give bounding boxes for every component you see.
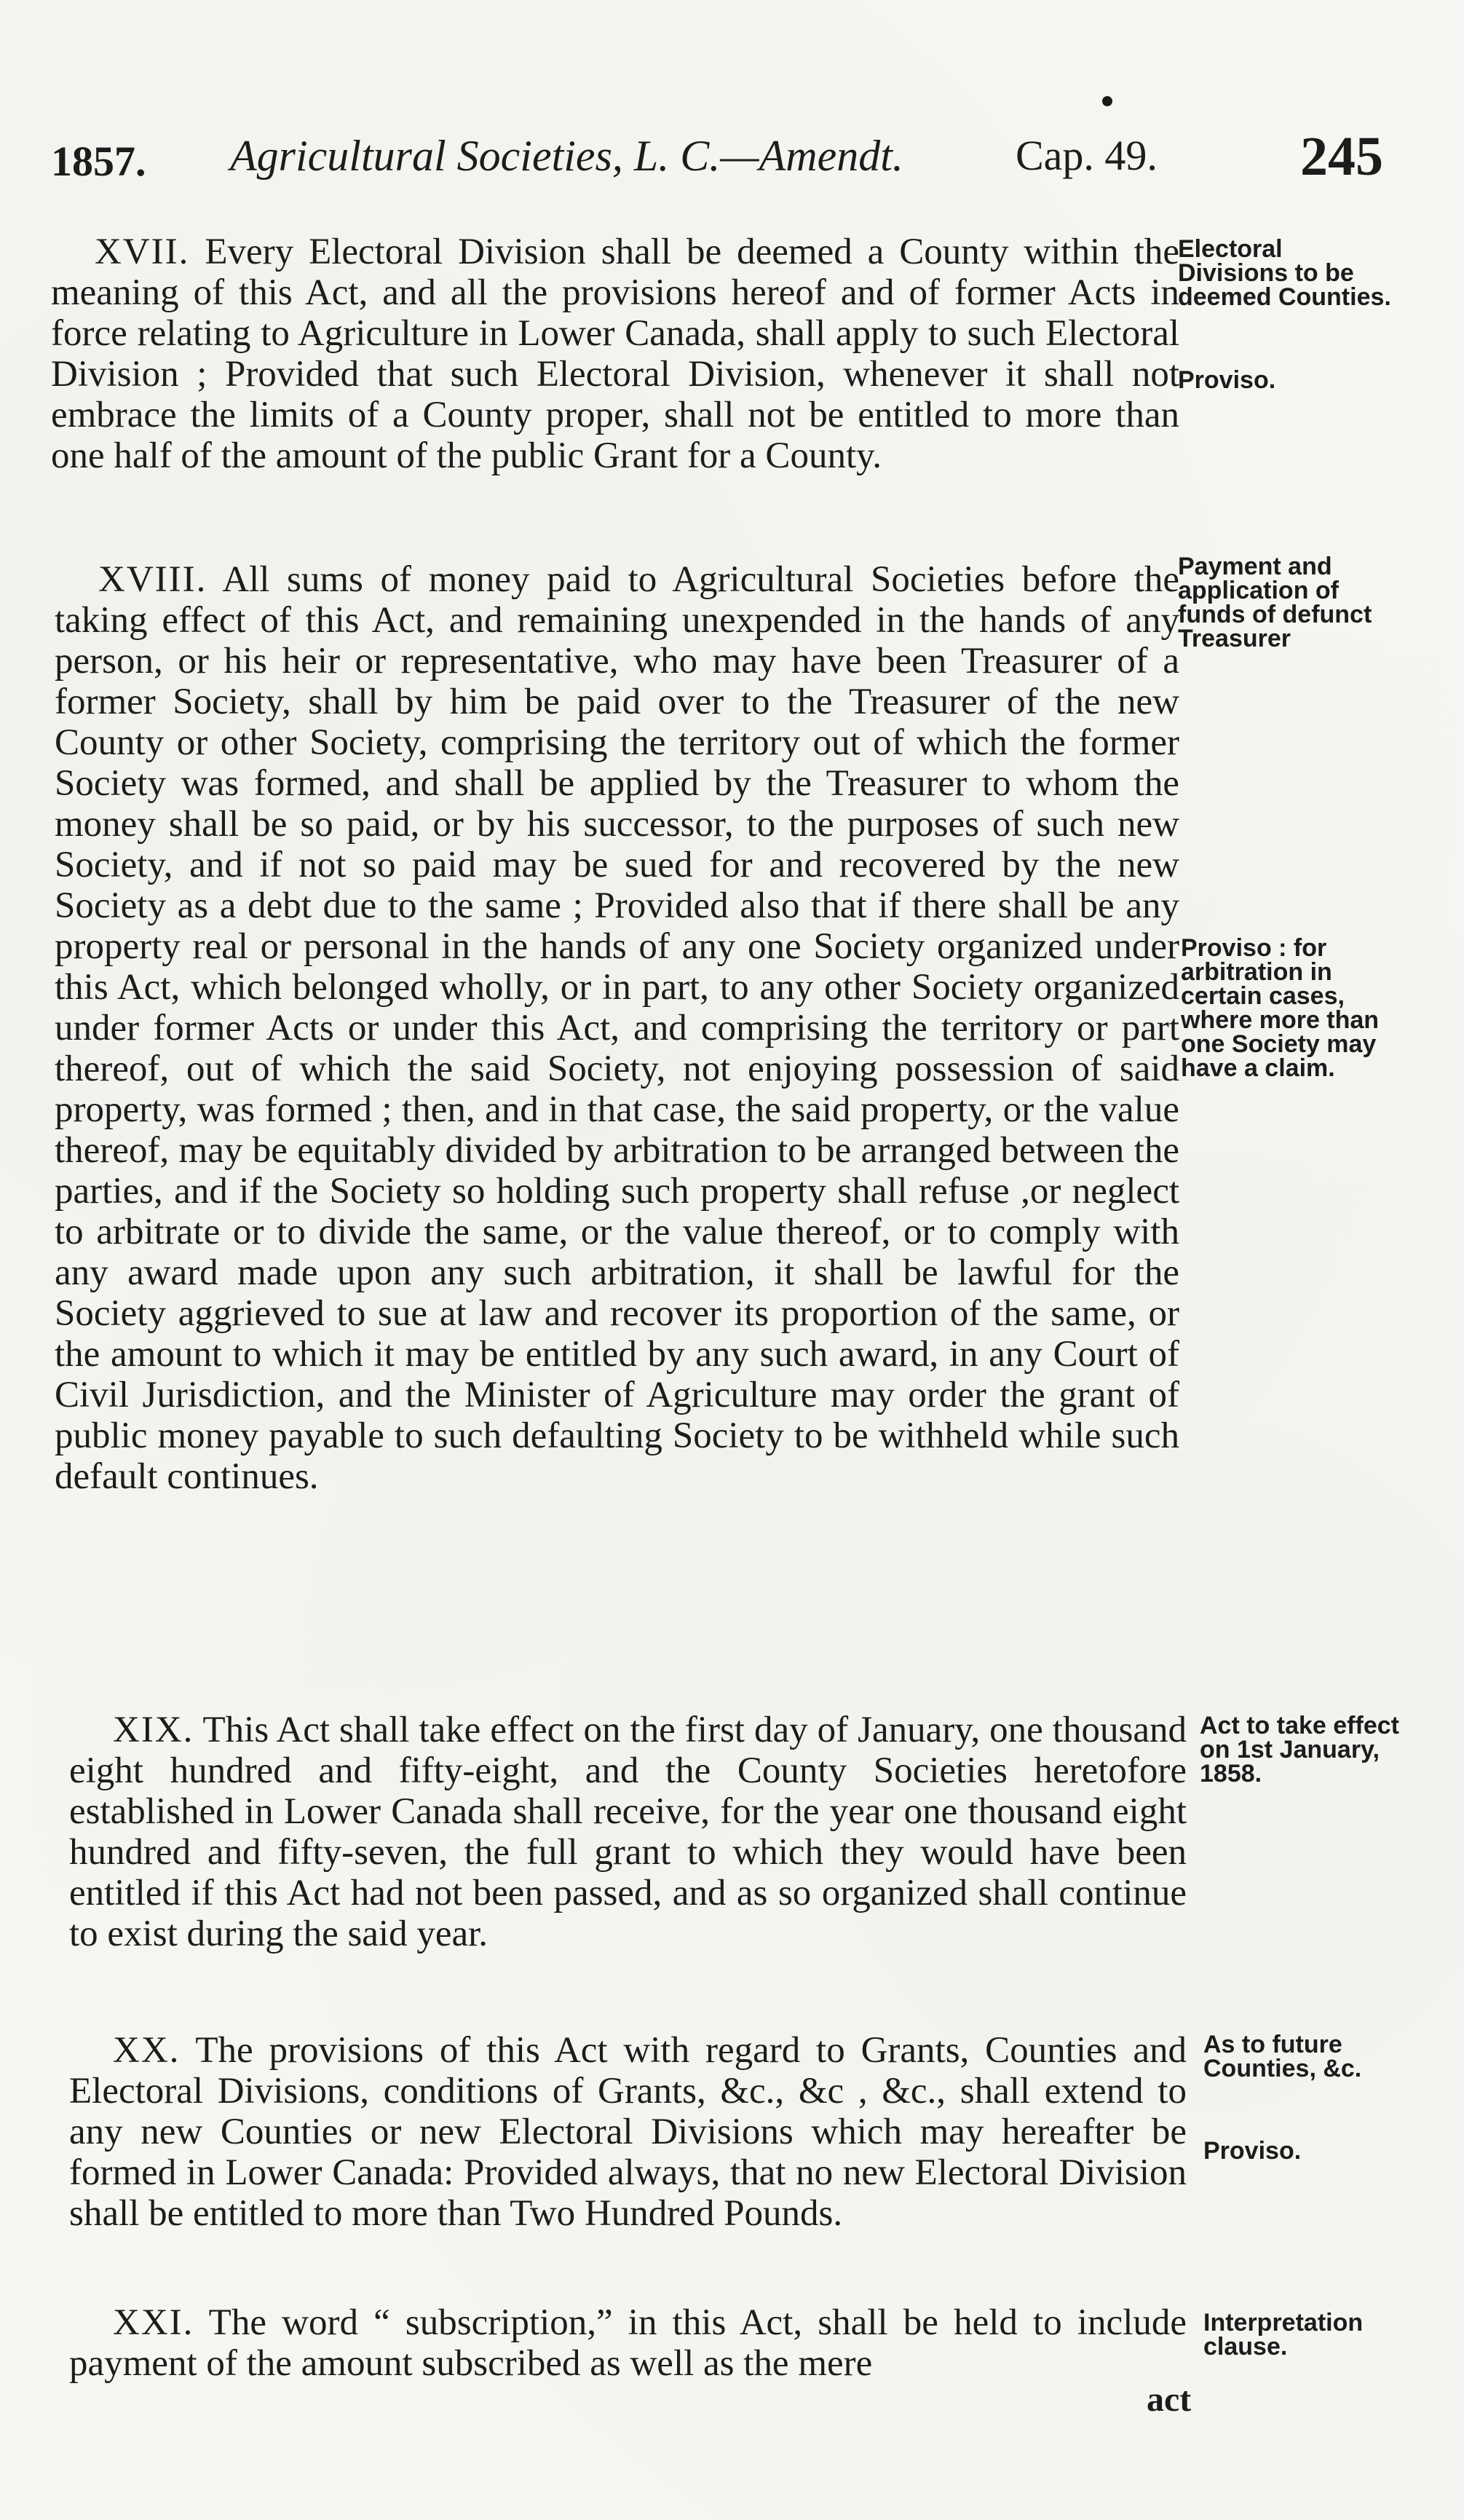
margin-note: Act to take effect on 1st January, 1858. [1200, 1712, 1399, 1788]
section-body [69, 2302, 1187, 2384]
margin-note: Interpretation clause. [1203, 2309, 1364, 2361]
header-chapter: Cap. 49. [1016, 132, 1158, 179]
section-number: XVIII. [98, 559, 207, 600]
page-number: 245 [1300, 126, 1383, 187]
section-text: Every Electoral Division shall be deemed a County within the meaning of this Act, and all the provisions hereof and of former Acts in force relating to Agriculture in Lower Canada, shall apply to such Electoral Division ; Provided that such Electoral Division, whenever it shall not embrace the limits of a County proper, shall not be entitled to more than one half of the amount of the public Grant for a County. [51, 232, 1180, 476]
catchword: act [1147, 2380, 1192, 2419]
margin-note: Proviso : for arbitration in certain cases, where more than one Society may have a claim. [1181, 934, 1380, 1082]
section-number: XVII. [95, 232, 190, 272]
section-text: The word “ subscription,” in this Act, shall be held to include payment of the amount subscribed as well as the mere [69, 2302, 1187, 2384]
running-header [51, 126, 1383, 197]
margin-note: Proviso. [1203, 2137, 1302, 2165]
section-body [69, 1710, 1187, 1954]
section-body [55, 559, 1179, 1497]
section-text: All sums of money paid to Agricultural Societies before the taking effect of this Act, and remaining unexpended in the hands of any person, or his heir or representative, who may have been Treasurer of a former Society, shall by him be paid over to the Treasurer of the new County or other Society, comprising the territory out of which the former Society was formed, and shall be applied by the Treasurer to whom the money shall be so paid, or by his successor, to the purposes of such new Society, and if not so paid may be sued for and recovered by the new Society as a debt due to the same ; Provided also that if there shall be any property real or personal in the hands of any one Society organized under this Act, which belonged wholly, or in part, to any other Society organized under former Acts or under this Act, and comprising the territory or part thereof, out of which the said Society, not enjoying possession of said property, was formed ; then, and in that case, the said property, or the value thereof, may be equitably divided by arbitration to be arranged between the parties, and if the Society so holding such property shall refuse ,or neglect to arbitrate or to divide the same, or the value thereof, or to comply with any award made upon any such arbitration, it shall be lawful for the Society aggrieved to sue at law and recover its proportion of the same, or the amount to which it may be entitled by any such award, in any Court of Civil Jurisdiction, and the Minister of Agriculture may order the grant of public money payable to such defaulting Society to be withheld while such default continues. [55, 559, 1180, 1497]
margin-note: As to future Counties, &c. [1203, 2031, 1362, 2082]
print-speck [1102, 96, 1112, 106]
margin-note: Payment and application of funds of defunct Treasurer [1178, 553, 1372, 652]
section-number: XIX. [113, 1710, 194, 1750]
section-body [51, 232, 1179, 476]
margin-note: Electoral Divisions to be deemed Counties. [1178, 235, 1391, 311]
section-body [69, 2030, 1187, 2234]
section-number: XX. [113, 2030, 181, 2071]
section-number: XXI. [113, 2302, 194, 2343]
margin-note: Proviso. [1178, 366, 1276, 394]
header-year: 1857. [51, 138, 146, 185]
section-text: This Act shall take effect on the first day of January, one thousand eight hundred and fifty-eight, and the County Societies heretofore established in Lower Canada shall receive, for the year one thousand eight hundred and fifty-seven, the full grant to which they would have been entitled if this Act had not been passed, and as so organized shall continue to exist during the said year. [69, 1710, 1187, 1954]
header-title: Agricultural Societies, L. C.—Amendt. [230, 132, 903, 180]
section-text: The provisions of this Act with regard to Grants, Counties and Electoral Divisions, conditions of Grants, &c., &c , &c., shall extend to any new Counties or new Electoral Divisions which may hereafter be formed in Lower Canada: Provided always, that no new Electoral Division shall be entitled to more than Two Hundred Pounds. [69, 2030, 1187, 2234]
